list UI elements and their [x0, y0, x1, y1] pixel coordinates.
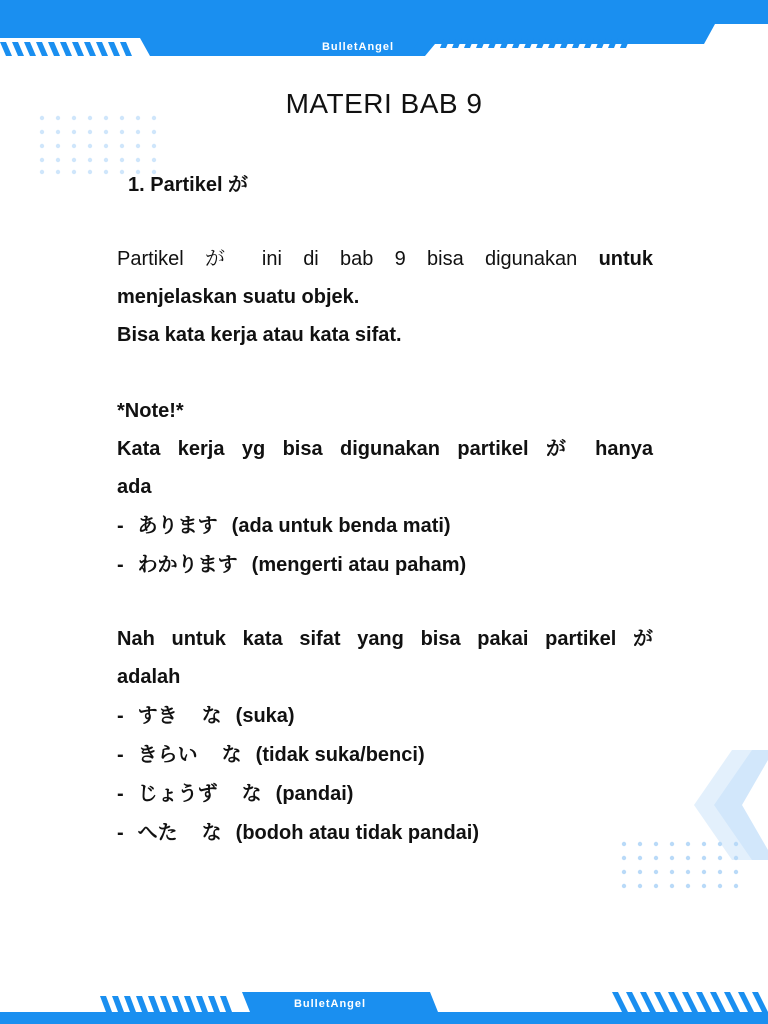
list-item: - へた な (bodoh atau tidak pandai): [117, 820, 480, 844]
top-brand-text: BulletAngel: [321, 41, 395, 53]
note-line-2: ada: [117, 476, 152, 498]
adjectives-block: [117, 620, 653, 852]
list-item: - きらい な (tidak suka/benci): [117, 742, 425, 766]
intro-line-2: menjelaskan suatu objek.: [117, 286, 360, 308]
note-label: *Note!*: [117, 400, 184, 422]
intro-line-1: Partikel が ini di bab 9 bisa digunakan untuk: [117, 248, 653, 270]
note-line-1: Kata kerja yg bisa digunakan partikel が hanya: [117, 438, 653, 460]
note-block: [117, 392, 653, 584]
bottom-brand-text: BulletAngel: [293, 998, 367, 1010]
adjectives-line-2: adalah: [117, 666, 181, 688]
page-title: MATERI BAB 9: [285, 88, 483, 119]
adjectives-line-1: Nah untuk kata sifat yang bisa pakai partikel が: [117, 628, 653, 650]
top-banner: [0, 0, 768, 60]
paragraph-intro: [117, 240, 653, 354]
bottom-banner: [0, 988, 768, 1024]
section-heading: 1. Partikel が: [128, 174, 249, 196]
list-item: - じょうず な (pandai): [117, 781, 354, 805]
list-item: - わかります (mengerti atau paham): [117, 552, 467, 576]
intro-line-3: Bisa kata kerja atau kata sifat.: [117, 324, 402, 346]
list-item: - あります (ada untuk benda mati): [117, 513, 451, 537]
dot-pattern-top: [36, 112, 160, 176]
list-item: - すき な (suka): [117, 703, 295, 727]
